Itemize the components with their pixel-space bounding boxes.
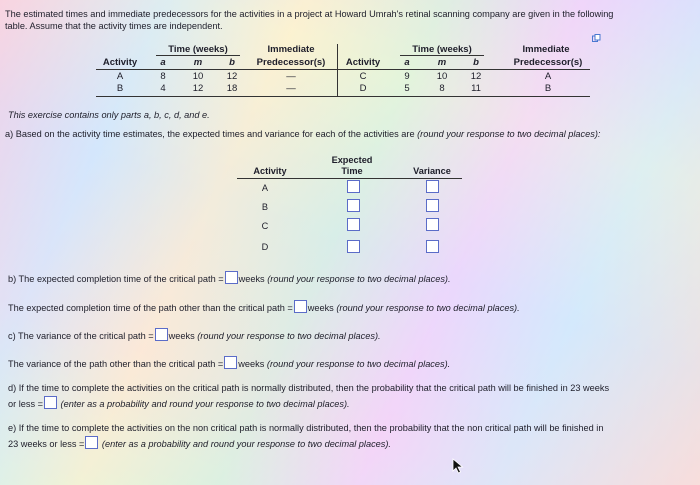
weeks-unit: weeks	[307, 303, 337, 313]
table-cell: 12	[192, 83, 204, 94]
a-header-right: a	[404, 57, 410, 68]
table-cell: 10	[192, 71, 204, 82]
probability-hint: (enter as a probability and round your response to two decimal places).	[101, 439, 391, 449]
expected-header-1: Expected	[331, 155, 373, 165]
predecessor-header-right: Predecessor(s)	[513, 57, 583, 68]
table-cell: 11	[471, 83, 481, 94]
part-b-critical-text: b) The expected completion time of the critical path =	[8, 274, 224, 284]
m-header: m	[193, 57, 203, 68]
noncritical-path-probability-input[interactable]	[85, 436, 98, 449]
activity-label-d: D	[261, 242, 269, 252]
part-e-text: 23 weeks or less =	[8, 439, 85, 449]
copy-icon[interactable]	[592, 34, 601, 42]
noncritical-path-time-input[interactable]	[294, 300, 307, 313]
part-c-critical-text: c) The variance of the critical path =	[8, 331, 154, 341]
expected-time-input-b[interactable]	[347, 199, 360, 212]
table-cell: 10	[436, 71, 448, 82]
intro-line-2: table. Assume that the activity times are independent.	[5, 21, 223, 31]
variance-col-header: Variance	[413, 166, 451, 176]
weeks-unit: weeks	[238, 359, 267, 369]
expected-time-input-a[interactable]	[347, 180, 360, 193]
table-cell: —	[286, 71, 296, 82]
table-cell: —	[286, 83, 296, 94]
a-header: a	[160, 57, 166, 68]
m-header-right: m	[437, 57, 447, 68]
b-header: b	[229, 57, 235, 68]
immediate-header: Immediate	[267, 44, 315, 55]
table-cell: 18	[226, 83, 238, 94]
table-cell: 5	[404, 83, 410, 94]
immediate-header-right: Immediate	[522, 44, 570, 55]
part-a-hint: (round your response to two decimal places):	[417, 129, 601, 139]
time-weeks-header: Time (weeks)	[168, 44, 228, 55]
part-a-prompt	[5, 128, 600, 140]
table-cell: 12	[470, 71, 482, 82]
critical-path-time-input[interactable]	[225, 271, 238, 284]
activity-header: Activity	[102, 57, 138, 68]
table-cell: 8	[160, 71, 166, 82]
probability-hint: (enter as a probability and round your response to two decimal places).	[60, 399, 350, 409]
activity-col-header: Activity	[253, 166, 287, 176]
critical-path-probability-input[interactable]	[44, 396, 57, 409]
part-b-critical	[8, 271, 451, 285]
table-cell: A	[116, 71, 124, 82]
predecessor-header: Predecessor(s)	[256, 57, 326, 68]
activity-label-c: C	[261, 221, 269, 231]
rounding-hint: (round your response to two decimal places).	[336, 303, 520, 313]
weeks-unit: weeks	[238, 274, 268, 284]
table-cell: 12	[226, 71, 238, 82]
part-d-line-1: d) If the time to complete the activities on the critical path is normally distributed, then the probability that the critical path will be finished in 23 weeks	[8, 383, 610, 393]
expected-header-2: Time	[341, 166, 363, 176]
activity-label-a: A	[261, 183, 269, 193]
table-cell: A	[544, 71, 552, 82]
answer-table	[237, 150, 462, 260]
part-a-text: a) Based on the activity time estimates, the expected times and variance for each of the activities are	[5, 129, 418, 139]
table-cell: B	[116, 83, 124, 94]
rounding-hint: (round your response to two decimal places).	[267, 274, 451, 284]
variance-input-c[interactable]	[426, 218, 439, 231]
rounding-hint: (round your response to two decimal places).	[197, 331, 381, 341]
table-cell: C	[359, 71, 367, 82]
activity-label-b: B	[261, 202, 269, 212]
variance-input-d[interactable]	[426, 240, 439, 253]
part-c-critical	[8, 328, 381, 342]
table-cell: 9	[404, 71, 410, 82]
table-cell: 8	[439, 83, 445, 94]
weeks-unit: weeks	[168, 331, 198, 341]
activity-header-right: Activity	[345, 57, 381, 68]
part-e-line-2	[8, 436, 391, 450]
expected-time-input-c[interactable]	[347, 218, 360, 231]
part-b-noncritical-text: The expected completion time of the path other than the critical path =	[8, 303, 293, 313]
variance-input-b[interactable]	[426, 199, 439, 212]
b-header-right: b	[473, 57, 479, 68]
rounding-hint: (round your response to two decimal places).	[266, 359, 451, 369]
mouse-cursor-icon	[452, 458, 464, 474]
table-cell: B	[544, 83, 552, 94]
variance-input-a[interactable]	[426, 180, 439, 193]
critical-path-variance-input[interactable]	[155, 328, 168, 341]
part-d-line-2	[8, 396, 350, 410]
part-d-text: or less =	[8, 399, 43, 409]
expected-time-input-d[interactable]	[347, 240, 360, 253]
exercise-note: This exercise contains only parts a, b, c, d, and e.	[8, 110, 210, 120]
part-c-noncritical	[8, 356, 450, 370]
time-weeks-header-right: Time (weeks)	[412, 44, 472, 55]
noncritical-path-variance-input[interactable]	[224, 356, 237, 369]
intro-line-1: The estimated times and immediate predecessors for the activities in a project at Howard Umrah's retinal scanning company are given in the following	[5, 9, 614, 19]
table-cell: D	[359, 83, 367, 94]
part-c-noncritical-text: The variance of the path other than the critical path =	[8, 359, 224, 369]
table-cell: 4	[160, 83, 166, 94]
part-e-line-1: e) If the time to complete the activities on the non critical path is normally distributed, then the probability that the non critical path will be finished in	[8, 423, 604, 433]
part-b-noncritical	[8, 300, 520, 314]
